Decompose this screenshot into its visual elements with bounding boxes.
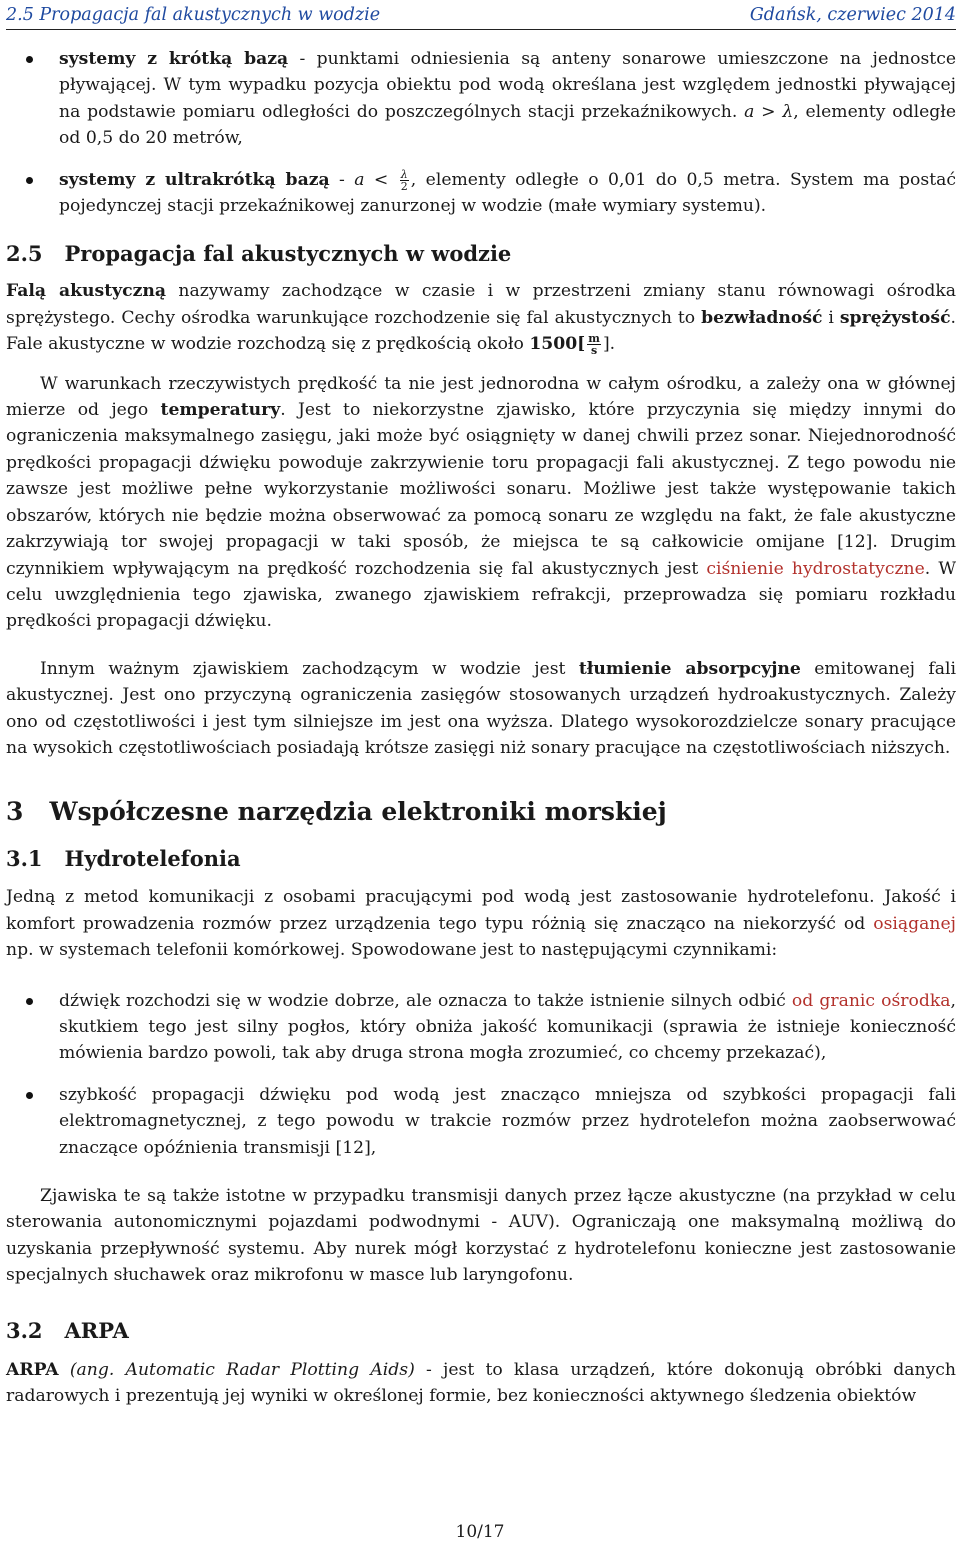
list-item-short-baseline: systemy z krótką bazą - punktami odniesienia są anteny sonarowe umieszczone na jednostce pływającej. W tym wypadku pozycja obiektu pod wodą określana jest względem jednostki pływającej na podstawie pomiaru odległości do poszczególnych stacji przekaźnikowych. a > λ, elementy odległe od 0,5 do 20 metrów, [6, 46, 956, 152]
section-heading-3-1: 3.1 Hydrotelefonia [6, 846, 241, 872]
page-number: 10/17 [455, 1522, 505, 1542]
hydrophone-factors-list [6, 988, 956, 1161]
section-heading-3-2: 3.2 ARPA [6, 1317, 129, 1343]
list-item-reverberation: dźwięk rozchodzi się w wodzie dobrze, ale oznacza to także istnienie silnych odbić od granic ośrodka, skutkiem tego jest silny pogłos, który obniża jakość komunikacji (sprawia że istnieje konieczność mówienia bardzo powoli, tak aby druga strona mogła zrozumieć, co chcemy przekazać), [6, 988, 956, 1067]
running-header-section: 2.5 Propagacja fal akustycznych w wodzie [6, 5, 381, 25]
fraction-lambda-half: $\frac{\lambda}{2}$ [400, 167, 408, 193]
baseline-systems-list [6, 46, 956, 219]
list-item-propagation-speed: szybkość propagacji dźwięku pod wodą jest znacząco mniejsza od szybkości propagacji fali elektromagnetycznej, z tego powodu w trakcie rozmów przez hydrotelefon można zaobserwować znaczące opóźnienia transmisji [12], [6, 1082, 956, 1161]
paragraph-arpa: ARPA (ang. Automatic Radar Plotting Aids) - jest to klasa urządzeń, które dokonują obróbki danych radarowych i prezentują jej wyniki w określonej formie, bez konieczności aktywnego śledzenia obiektów [6, 1359, 956, 1407]
paragraph-acoustic-link: Zjawiska te są także istotne w przypadku transmisji danych przez łącze akustyczne (na przykład w celu sterowania autonomicznymi pojazdami podwodnymi - AUV). Ograniczają one maksymalną możliwą do uzyskania przepływność systemu. Aby nurek mógł korzystać z hydrotelefonu konieczne jest zastosowanie specjalnych słuchawek oraz mikrofonu w masce lub laryngofonu. [6, 1186, 956, 1286]
paragraph-acoustic-wave: Falą akustyczną nazywamy zachodzące w czasie i w przestrzeni zmiany stanu równowagi ośrodka sprężystego. Cechy ośrodka warunkujące rozchodzenie się fal akustycznych to bezwładność i sprężystość. Fale akustyczne w wodzie rozchodzą się z prędkością około 1500[ $\frac{m}{s}$ ]. [6, 281, 956, 358]
paragraph-hydrophone-intro: Jedną z metod komunikacji z osobami pracującymi pod wodą jest zastosowanie hydrotelefonu. Jakość i komfort prowadzenia rozmów przez urządzenia tego typu różnią się znacząco na niekorzyść od osiąganej np. w systemach telefonii komórkowej. Spowodowane jest to następującymi czynnikami: [6, 887, 956, 961]
fraction-meters-per-second: $\frac{m}{s}$ [588, 332, 600, 358]
paragraph-absorption: Innym ważnym zjawiskiem zachodzącym w wodzie jest tłumienie absorpcyjne emitowanej fali akustycznej. Jest ono przyczyną ograniczenia zasięgów stosowanych urządzeń hydroakustycznych. Zależy ono od częstotliwości i jest tym silniejsze im jest ona wyższa. Dlatego wysokorozdzielcze sonary pracujące na wysokich częstotliwościach posiadają krótsze zasięgi niż sonary pracujące na częstotliwościach niższych. [6, 658, 956, 758]
list-item-ultrashort-baseline: systemy z ultrakrótką bazą - a < $\frac{\lambda}{2}$ , elementy odległe o 0,01 do 0,5 metra. System ma postać pojedynczej stacji przekaźnikowej zanurzonej w wodzie (małe wymiary systemu). [6, 167, 956, 220]
paragraph-speed-variation: W warunkach rzeczywistych prędkość ta nie jest jednorodna w całym ośrodku, a zależy ona w głównej mierze od jego temperatury. Jest to niekorzystne zjawisko, które przyczynia się między innymi do ograniczenia maksymalnego zasięgu, jaki może być osiągnięty w danej chwili przez sonar. Niejednorodność prędkości propagacji dźwięku powoduje zakrzywienie toru propagacji fali akustycznej. Z tego powodu nie zawsze jest możliwe pełne wykorzystanie możliwości sonaru. Możliwe jest także występowanie takich obszarów, których nie będzie można obserwować za pomocą sonaru ze względu na fakt, że fale akustyczne zakrzywiają tor swojej propagacji w taki sposób, że miejsca te są całkowicie omijane [12]. Drugim czynnikiem wpływającym na prędkość rozchodzenia się fal akustycznych jest ciśnienie hydrostatyczne. W celu uwzględnienia tego zjawiska, zwanego zjawiskiem refrakcji, przeprowadza się pomiaru rozkładu prędkości propagacji dźwięku. [6, 373, 957, 632]
page-content [6, 46, 956, 1409]
header-rule [6, 29, 956, 30]
section-heading-3: 3 Współczesne narzędzia elektroniki morskiej [6, 797, 667, 827]
running-header-date: Gdańsk, czerwiec 2014 [749, 5, 956, 25]
section-heading-2-5: 2.5 Propagacja fal akustycznych w wodzie [6, 241, 512, 267]
